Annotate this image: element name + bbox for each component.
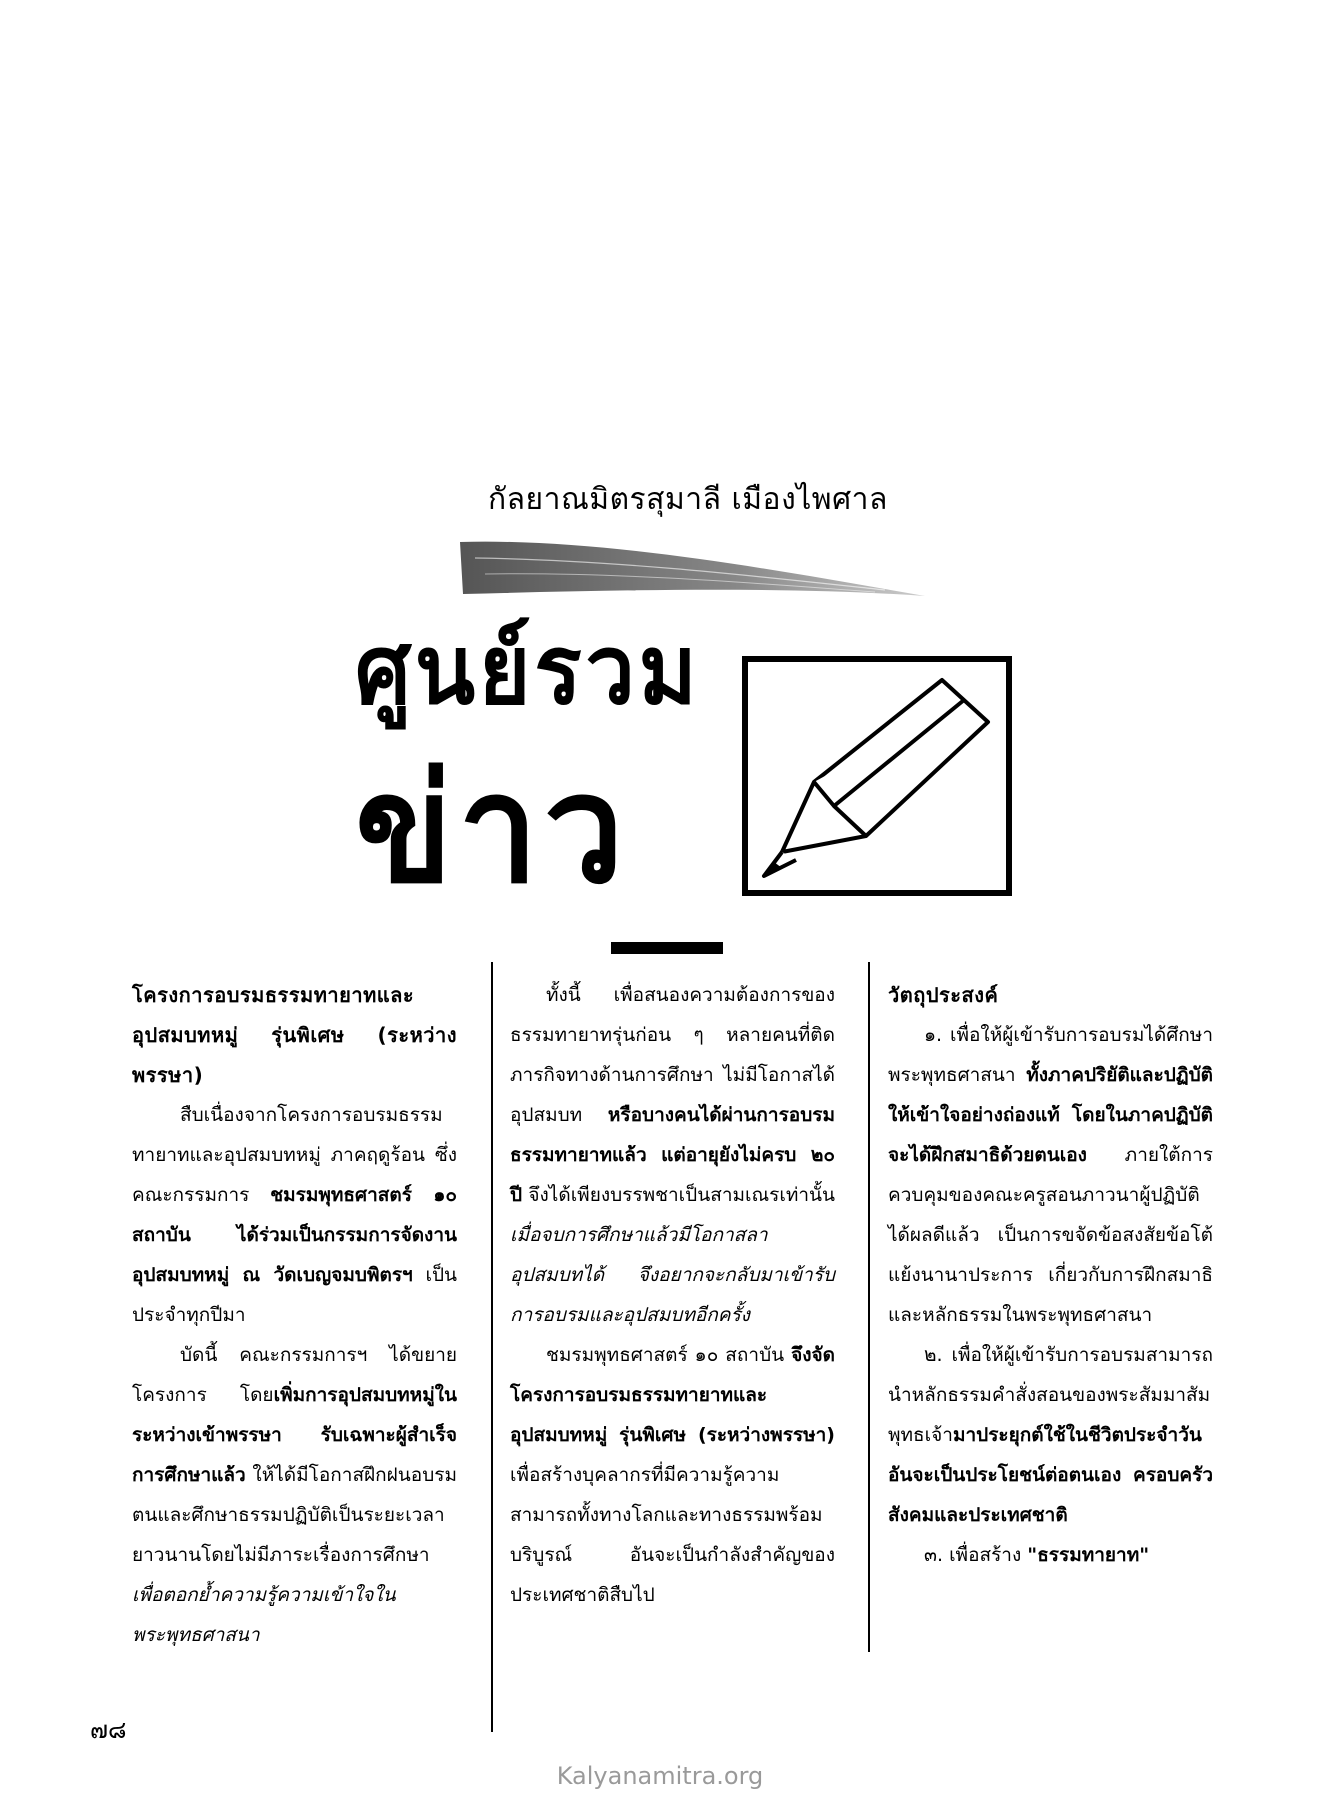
watermark: Kalyanamitra.org	[556, 1762, 764, 1790]
text-run: จึงจัดโครงการอบรมธรรมทายาทและอุปสมบทหมู่ รุ่นพิเศษ (ระหว่างพรรษา)	[510, 1344, 835, 1446]
text-run: ชมรมพุทธศาสตร์ ๑๐ สถาบัน	[546, 1344, 792, 1366]
text-run: เพื่อสร้างบุคลากรที่มีความรู้ความสามารถทั้งทางโลกและทางธรรมพร้อมบริบูรณ์ อันจะเป็นกำลังสำคัญของประเทศชาติสืบไป	[510, 1464, 835, 1606]
column-1	[132, 975, 457, 1655]
headline-underbar	[611, 942, 723, 954]
text-run: บัดนี้ คณะกรรมการฯ ได้ขยายโครงการ โดย	[132, 1344, 457, 1406]
text-run: ทั้งภาคปริยัติและปฏิบัติให้เข้าใจอย่างถ่องแท้ โดยในภาคปฏิบัติจะได้ฝึกสมาธิด้วยตนเอง	[888, 1064, 1213, 1166]
text-run: มาประยุกต์ใช้ในชีวิตประจำวัน อันจะเป็นประโยชน์ต่อตนเอง ครอบครัว สังคมและประเทศชาติ	[888, 1424, 1213, 1526]
column-divider	[491, 962, 493, 1732]
brush-stroke-decoration	[455, 530, 935, 600]
paragraph	[132, 1335, 457, 1655]
paragraph	[888, 1535, 1213, 1575]
section-heading: วัตถุประสงค์	[888, 983, 999, 1007]
paragraph	[888, 1015, 1213, 1335]
paragraph	[510, 975, 835, 1335]
text-run: ชมรมพุทธศาสตร์ ๑๐ สถาบัน ได้ร่วมเป็นกรรมการจัดงานอุปสมบทหมู่ ณ วัดเบญจมบพิตรฯ	[132, 1184, 457, 1286]
text-run: สืบเนื่องจากโครงการอบรมธรรมทายาทและอุปสมบทหมู่ ภาคฤดูร้อน ซึ่งคณะกรรมการ	[132, 1104, 457, 1206]
text-run: ภายใต้การควบคุมของคณะครูสอนภาวนาผู้ปฏิบัติได้ผลดีแล้ว เป็นการขจัดข้อสงสัยข้อโต้แย้งนานาประการ เกี่ยวกับการฝึกสมาธิและหลักธรรมในพระพุทธศาสนา	[888, 1144, 1213, 1326]
text-run: "ธรรมทายาท"	[1027, 1544, 1150, 1566]
text-run: ทั้งนี้ เพื่อสนองความต้องการของธรรมทายาทรุ่นก่อน ๆ หลายคนที่ติดภารกิจทางด้านการศึกษา ไม่มีโอกาสได้อุปสมบท	[510, 984, 835, 1126]
headline-line-2: ข่าว	[355, 743, 630, 917]
text-run: จึงได้เพียงบรรพชาเป็นสามเณรเท่านั้น	[522, 1184, 835, 1206]
column-3	[888, 975, 1213, 1575]
paragraph	[132, 1095, 457, 1335]
text-run: เพิ่มการอุปสมบทหมู่ในระหว่างเข้าพรรษา รับเฉพาะผู้สำเร็จการศึกษาแล้ว	[132, 1384, 457, 1486]
byline-author: กัลยาณมิตรสุมาลี เมืองไพศาล	[488, 482, 888, 517]
page-number: ๗๘	[90, 1716, 127, 1744]
text-run: ๓. เพื่อสร้าง	[924, 1544, 1028, 1566]
paragraph	[510, 1335, 835, 1615]
text-run: ๒. เพื่อให้ผู้เข้ารับการอบรมสามารถนำหลักธรรมคำสั่งสอนของพระสัมมาสัมพุทธเจ้า	[888, 1344, 1213, 1446]
text-run: เมื่อจบการศึกษาแล้วมีโอกาสลาอุปสมบทได้ จึงอยากจะกลับมาเข้ารับการอบรมและอุปสมบทอีกครั้ง	[510, 1224, 835, 1326]
text-run: เป็นประจำทุกปีมา	[132, 1264, 457, 1326]
headline-line-1: ศูนย์รวม	[355, 614, 701, 726]
paragraph	[888, 1335, 1213, 1535]
column-divider	[868, 962, 870, 1652]
pencil-icon	[742, 656, 1012, 896]
column-2	[510, 975, 835, 1615]
text-run: ๑. เพื่อให้ผู้เข้ารับการอบรมได้ศึกษาพระพุทธศาสนา	[888, 1024, 1213, 1086]
section-heading: โครงการอบรมธรรมทายาทและอุปสมบทหมู่ รุ่นพิเศษ (ระหว่างพรรษา)	[132, 983, 457, 1087]
text-run: หรือบางคนได้ผ่านการอบรมธรรมทายาทแล้ว แต่อายุยังไม่ครบ ๒๐ ปี	[510, 1104, 835, 1206]
text-run: ให้ได้มีโอกาสฝึกฝนอบรมตนและศึกษาธรรมปฏิบัติเป็นระยะเวลายาวนานโดยไม่มีภาระเรื่องการศึกษา	[132, 1464, 457, 1566]
text-run: เพื่อตอกย้ำความรู้ความเข้าใจในพระพุทธศาสนา	[132, 1584, 396, 1646]
